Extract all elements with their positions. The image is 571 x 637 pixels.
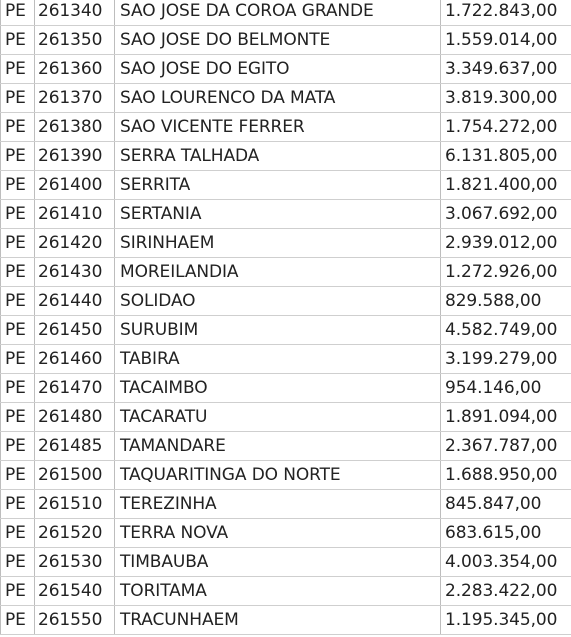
municipality-code-cell[interactable]: 261520	[35, 519, 115, 548]
table-row	[1, 461, 571, 490]
table-row	[1, 258, 571, 287]
municipality-code-cell[interactable]: 261390	[35, 142, 115, 171]
municipality-code-cell[interactable]: 261540	[35, 577, 115, 606]
municipality-code-cell[interactable]: 261360	[35, 55, 115, 84]
table-row	[1, 142, 571, 171]
amount-cell[interactable]: 1.195.345,00	[441, 606, 571, 635]
table-row	[1, 403, 571, 432]
table-row	[1, 200, 571, 229]
table-row	[1, 171, 571, 200]
state-cell[interactable]: PE	[1, 0, 35, 26]
state-cell[interactable]: PE	[1, 229, 35, 258]
municipality-name-cell[interactable]: TACAIMBO	[115, 374, 441, 403]
amount-cell[interactable]: 2.283.422,00	[441, 577, 571, 606]
municipality-code-cell[interactable]: 261480	[35, 403, 115, 432]
state-cell[interactable]: PE	[1, 461, 35, 490]
amount-cell[interactable]: 2.939.012,00	[441, 229, 571, 258]
municipality-name-cell[interactable]: SERRITA	[115, 171, 441, 200]
municipality-code-cell[interactable]: 261370	[35, 84, 115, 113]
state-cell[interactable]: PE	[1, 84, 35, 113]
municipality-name-cell[interactable]: SAO JOSE DO BELMONTE	[115, 26, 441, 55]
table-row	[1, 548, 571, 577]
state-cell[interactable]: PE	[1, 432, 35, 461]
municipality-code-cell[interactable]: 261440	[35, 287, 115, 316]
table-row	[1, 374, 571, 403]
municipality-name-cell[interactable]: TORITAMA	[115, 577, 441, 606]
state-cell[interactable]: PE	[1, 113, 35, 142]
state-cell[interactable]: PE	[1, 548, 35, 577]
municipality-code-cell[interactable]: 261350	[35, 26, 115, 55]
municipality-name-cell[interactable]: SAO VICENTE FERRER	[115, 113, 441, 142]
table-row	[1, 113, 571, 142]
municipality-name-cell[interactable]: SIRINHAEM	[115, 229, 441, 258]
state-cell[interactable]: PE	[1, 55, 35, 84]
amount-cell[interactable]: 1.722.843,00	[441, 0, 571, 26]
state-cell[interactable]: PE	[1, 519, 35, 548]
municipality-name-cell[interactable]: SURUBIM	[115, 316, 441, 345]
amount-cell[interactable]: 3.199.279,00	[441, 345, 571, 374]
municipality-name-cell[interactable]: SAO LOURENCO DA MATA	[115, 84, 441, 113]
municipality-code-cell[interactable]: 261380	[35, 113, 115, 142]
amount-cell[interactable]: 1.272.926,00	[441, 258, 571, 287]
state-cell[interactable]: PE	[1, 171, 35, 200]
municipality-name-cell[interactable]: SOLIDAO	[115, 287, 441, 316]
state-cell[interactable]: PE	[1, 287, 35, 316]
table-row	[1, 287, 571, 316]
amount-cell[interactable]: 4.582.749,00	[441, 316, 571, 345]
table-row	[1, 55, 571, 84]
municipality-name-cell[interactable]: MOREILANDIA	[115, 258, 441, 287]
amount-cell[interactable]: 1.688.950,00	[441, 461, 571, 490]
table-row	[1, 345, 571, 374]
amount-cell[interactable]: 6.131.805,00	[441, 142, 571, 171]
state-cell[interactable]: PE	[1, 200, 35, 229]
table-row	[1, 577, 571, 606]
table-row	[1, 229, 571, 258]
state-cell[interactable]: PE	[1, 403, 35, 432]
municipality-code-cell[interactable]: 261485	[35, 432, 115, 461]
municipality-code-cell[interactable]: 261420	[35, 229, 115, 258]
state-cell[interactable]: PE	[1, 577, 35, 606]
municipality-name-cell[interactable]: TEREZINHA	[115, 490, 441, 519]
state-cell[interactable]: PE	[1, 490, 35, 519]
municipality-name-cell[interactable]: SERTANIA	[115, 200, 441, 229]
municipality-code-cell[interactable]: 261400	[35, 171, 115, 200]
municipality-name-cell[interactable]: SAO JOSE DA COROA GRANDE	[115, 0, 441, 26]
table-row	[1, 606, 571, 635]
municipality-code-cell[interactable]: 261410	[35, 200, 115, 229]
state-cell[interactable]: PE	[1, 258, 35, 287]
amount-cell[interactable]: 829.588,00	[441, 287, 571, 316]
amount-cell[interactable]: 683.615,00	[441, 519, 571, 548]
amount-cell[interactable]: 1.891.094,00	[441, 403, 571, 432]
municipality-code-cell[interactable]: 261530	[35, 548, 115, 577]
amount-cell[interactable]: 3.067.692,00	[441, 200, 571, 229]
amount-cell[interactable]: 954.146,00	[441, 374, 571, 403]
municipality-code-cell[interactable]: 261510	[35, 490, 115, 519]
municipality-name-cell[interactable]: SERRA TALHADA	[115, 142, 441, 171]
municipality-code-cell[interactable]: 261500	[35, 461, 115, 490]
state-cell[interactable]: PE	[1, 345, 35, 374]
municipality-name-cell[interactable]: TACARATU	[115, 403, 441, 432]
municipality-name-cell[interactable]: SAO JOSE DO EGITO	[115, 55, 441, 84]
table-row	[1, 432, 571, 461]
amount-cell[interactable]: 1.754.272,00	[441, 113, 571, 142]
municipality-name-cell[interactable]: TIMBAUBA	[115, 548, 441, 577]
municipality-code-cell[interactable]: 261460	[35, 345, 115, 374]
table-row	[1, 519, 571, 548]
municipality-code-cell[interactable]: 261550	[35, 606, 115, 635]
municipality-code-cell[interactable]: 261450	[35, 316, 115, 345]
amount-cell[interactable]: 1.821.400,00	[441, 171, 571, 200]
table-row	[1, 316, 571, 345]
table-row	[1, 26, 571, 55]
municipality-code-cell[interactable]: 261340	[35, 0, 115, 26]
state-cell[interactable]: PE	[1, 374, 35, 403]
state-cell[interactable]: PE	[1, 606, 35, 635]
municipality-name-cell[interactable]: TERRA NOVA	[115, 519, 441, 548]
amount-cell[interactable]: 3.819.300,00	[441, 84, 571, 113]
municipality-name-cell[interactable]: TAQUARITINGA DO NORTE	[115, 461, 441, 490]
state-cell[interactable]: PE	[1, 142, 35, 171]
amount-cell[interactable]: 4.003.354,00	[441, 548, 571, 577]
municipality-name-cell[interactable]: TRACUNHAEM	[115, 606, 441, 635]
municipality-name-cell[interactable]: TAMANDARE	[115, 432, 441, 461]
amount-cell[interactable]: 2.367.787,00	[441, 432, 571, 461]
table-row	[1, 490, 571, 519]
table-row	[1, 84, 571, 113]
amount-cell[interactable]: 845.847,00	[441, 490, 571, 519]
municipality-name-cell[interactable]: TABIRA	[115, 345, 441, 374]
table-body	[1, 0, 571, 635]
municipality-code-cell[interactable]: 261470	[35, 374, 115, 403]
table-row	[1, 0, 571, 26]
municipality-code-cell[interactable]: 261430	[35, 258, 115, 287]
state-cell[interactable]: PE	[1, 26, 35, 55]
state-cell[interactable]: PE	[1, 316, 35, 345]
amount-cell[interactable]: 1.559.014,00	[441, 26, 571, 55]
amount-cell[interactable]: 3.349.637,00	[441, 55, 571, 84]
